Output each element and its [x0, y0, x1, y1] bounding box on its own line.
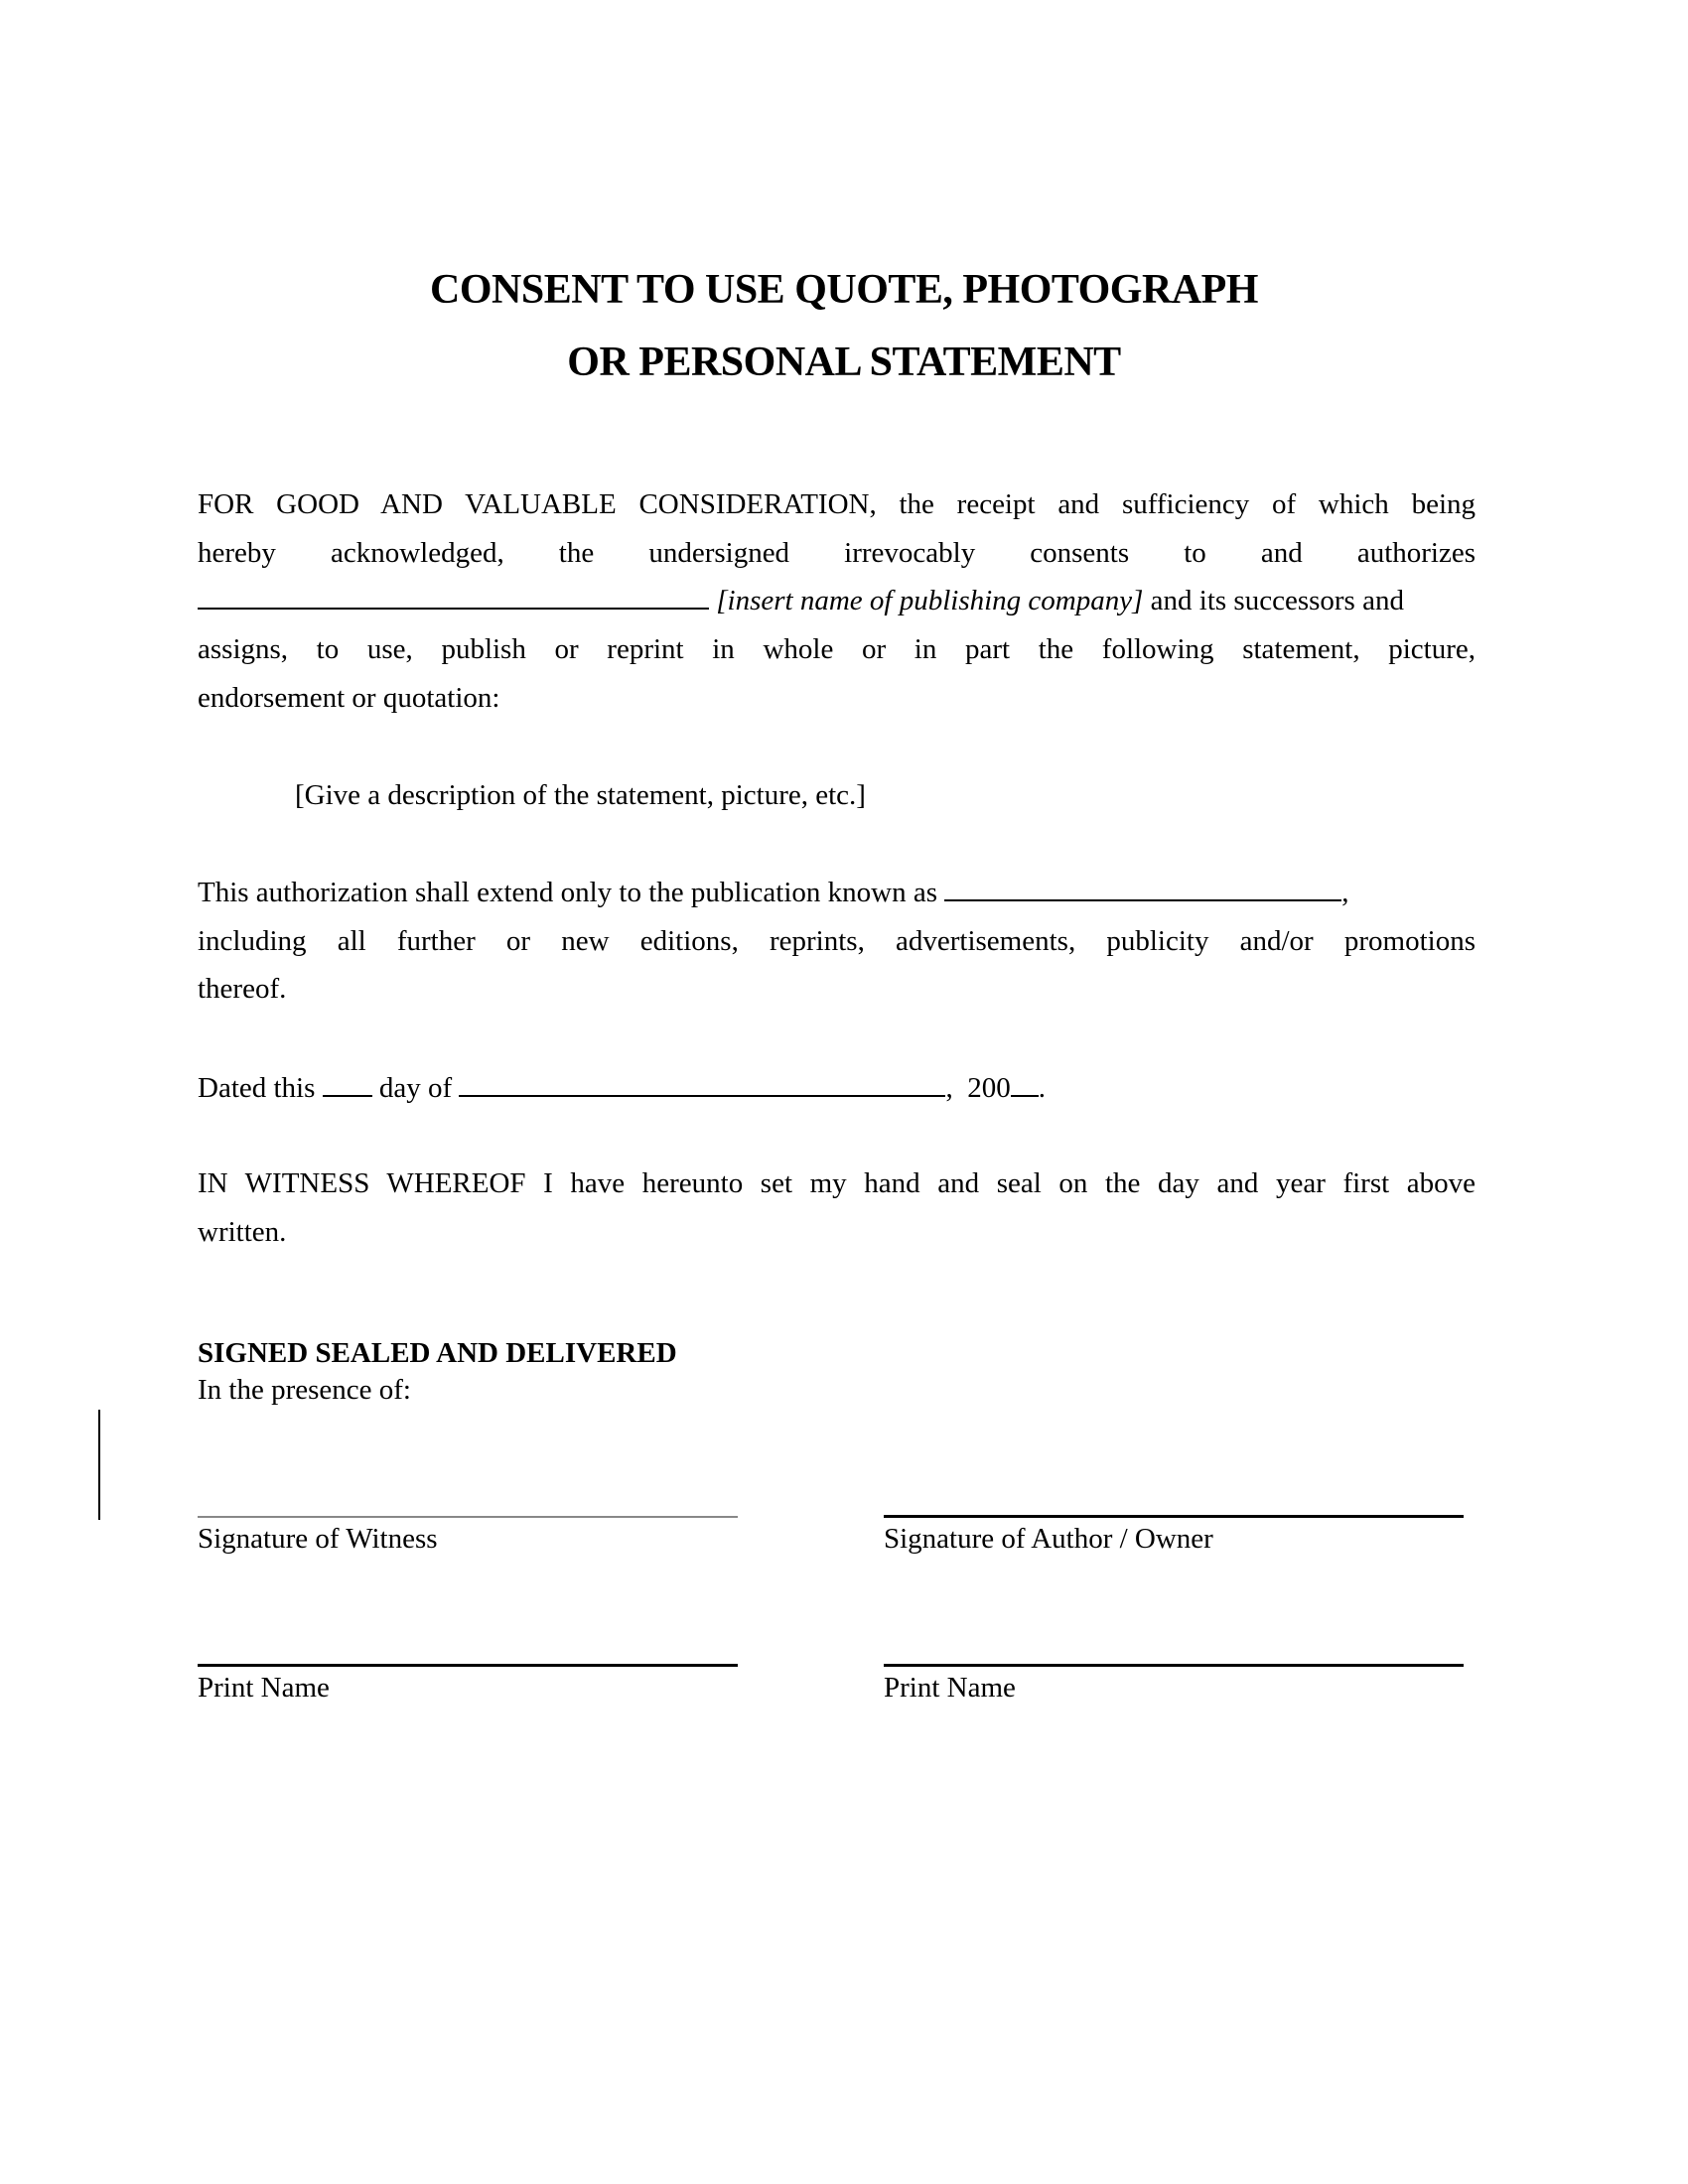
comma: ,	[1341, 877, 1349, 908]
comma: ,	[945, 1072, 953, 1104]
consent-paragraph-line: assigns, to use, publish or reprint in whole or in part the following statement, picture,	[198, 633, 1476, 665]
authorization-text: This authorization shall extend only to the publication known as	[198, 877, 937, 908]
dated-prefix: Dated this	[198, 1072, 316, 1104]
dated-line	[198, 1064, 1046, 1113]
authorization-paragraph-line: including all further or new editions, reprints, advertisements, publicity and/or promotions	[198, 925, 1476, 957]
authorization-paragraph-line	[198, 869, 1349, 917]
day-blank[interactable]	[323, 1065, 372, 1097]
year-blank[interactable]	[1011, 1065, 1039, 1097]
presence-label: In the presence of:	[198, 1374, 411, 1406]
day-of-label: day of	[378, 1072, 453, 1104]
witness-signature-label: Signature of Witness	[198, 1523, 438, 1555]
author-signature-label: Signature of Author / Owner	[884, 1523, 1213, 1555]
witness-clause-line: written.	[198, 1216, 287, 1248]
consent-paragraph-line: endorsement or quotation:	[198, 682, 500, 714]
document-title-line2: OR PERSONAL STATEMENT	[567, 340, 1121, 385]
signed-sealed-heading: SIGNED SEALED AND DELIVERED	[198, 1337, 677, 1369]
publishing-company-blank[interactable]	[198, 578, 709, 610]
author-print-name-label: Print Name	[884, 1672, 1016, 1704]
authorization-paragraph-line: thereof.	[198, 973, 287, 1005]
publishing-company-placeholder: [insert name of publishing company]	[716, 585, 1144, 616]
publication-name-blank[interactable]	[944, 870, 1341, 901]
month-blank[interactable]	[459, 1065, 945, 1097]
document-title-line1: CONSENT TO USE QUOTE, PHOTOGRAPH	[430, 267, 1258, 313]
consent-text: and its successors and	[1150, 585, 1404, 616]
witness-clause-line: IN WITNESS WHEREOF I have hereunto set my hand and seal on the day and year first above	[198, 1167, 1476, 1199]
consent-paragraph-line	[198, 577, 1476, 625]
consent-paragraph-line: FOR GOOD AND VALUABLE CONSIDERATION, the receipt and sufficiency of which being	[198, 488, 1476, 520]
period: .	[1038, 1072, 1046, 1104]
change-bar	[98, 1410, 100, 1520]
year-prefix: 200	[967, 1072, 1011, 1104]
witness-print-name-label: Print Name	[198, 1672, 330, 1704]
consent-paragraph-line: hereby acknowledged, the undersigned irrevocably consents to and authorizes	[198, 537, 1476, 569]
statement-description: [Give a description of the statement, picture, etc.]	[295, 779, 866, 811]
